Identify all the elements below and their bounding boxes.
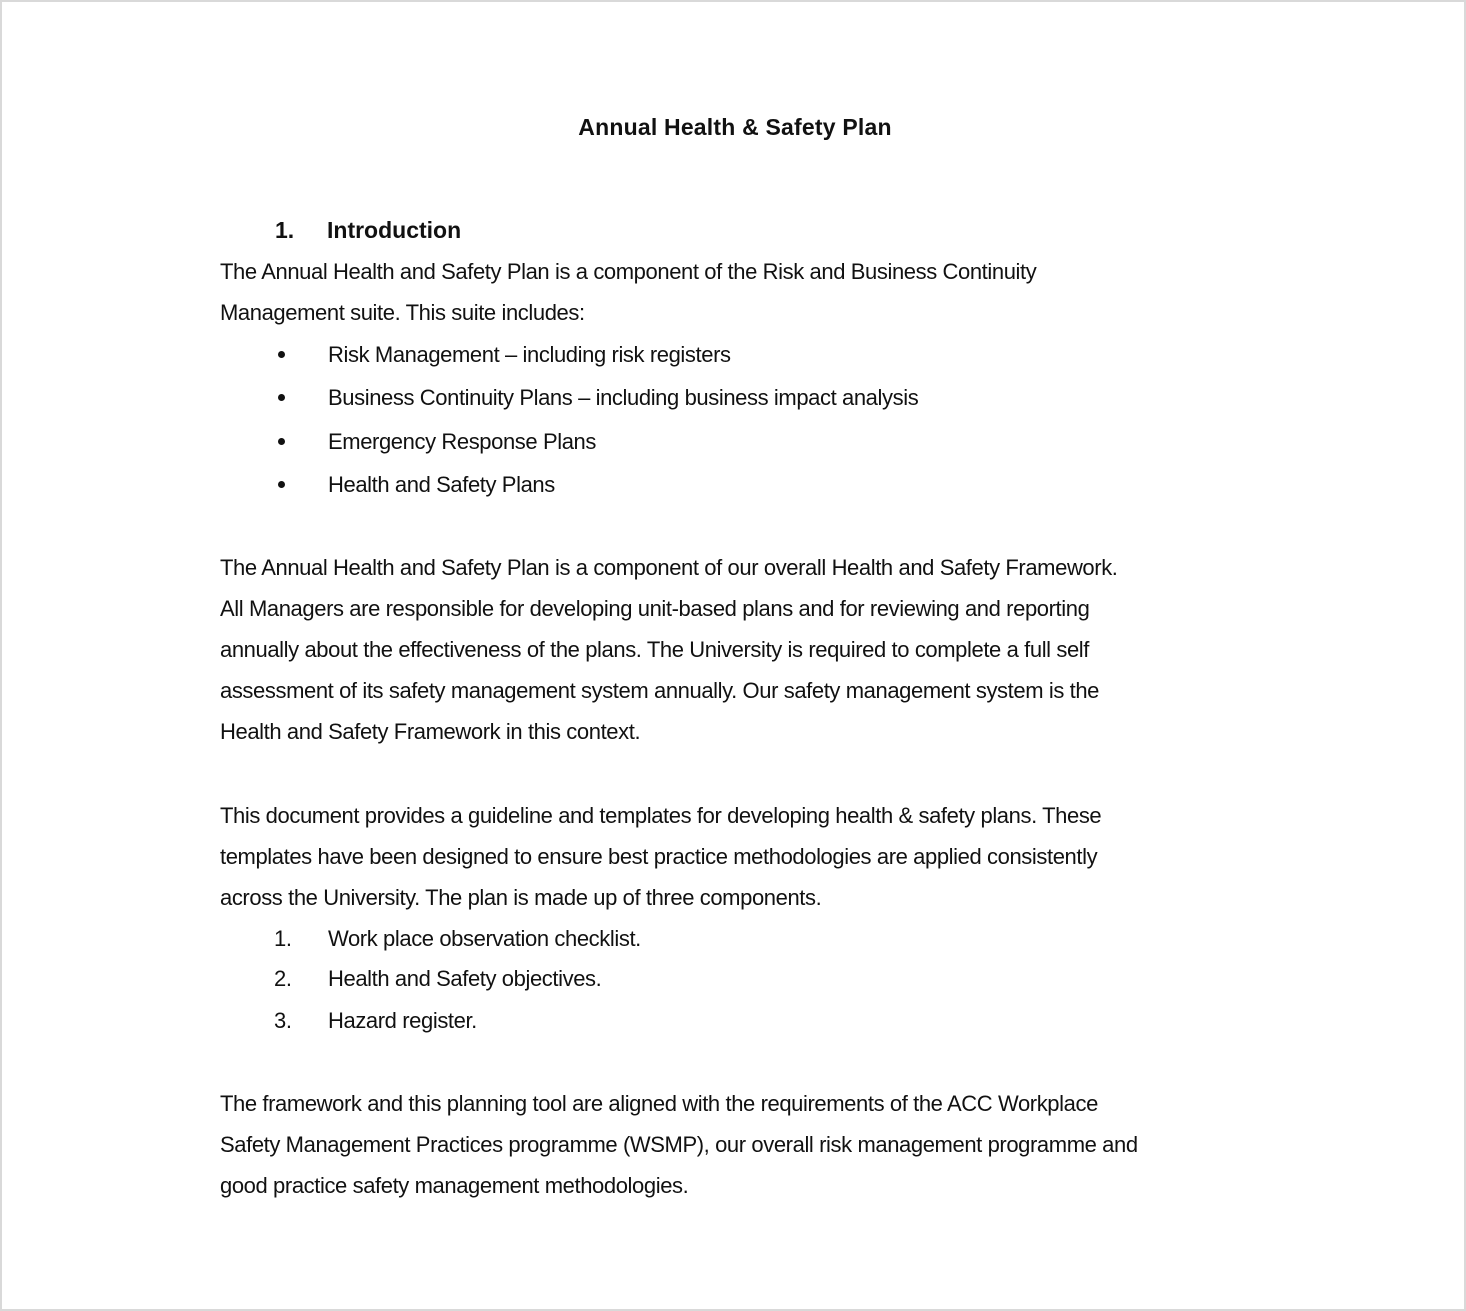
- section-title: Introduction: [327, 217, 462, 243]
- guideline-paragraph: [220, 795, 1280, 918]
- bullet-icon: [278, 438, 285, 445]
- item-number: 2.: [274, 966, 292, 991]
- bullet-item: [274, 472, 555, 498]
- paragraph-line: All Managers are responsible for developing unit-based plans and for reviewing and reporting: [220, 596, 1090, 621]
- bullet-icon: [278, 351, 285, 358]
- bullet-item: [274, 429, 596, 455]
- alignment-paragraph: [220, 1083, 1280, 1206]
- paragraph-line: annually about the effectiveness of the plans. The University is required to complete a full self: [220, 637, 1090, 662]
- bullet-text: Health and Safety Plans: [328, 472, 555, 497]
- paragraph-line: The Annual Health and Safety Plan is a component of our overall Health and Safety Framework.: [220, 555, 1118, 580]
- numbered-item: [274, 926, 641, 952]
- item-text: Health and Safety objectives.: [328, 966, 602, 991]
- paragraph-line: This document provides a guideline and templates for developing health & safety plans. These: [220, 803, 1102, 828]
- item-text: Work place observation checklist.: [328, 926, 641, 951]
- paragraph-line: The Annual Health and Safety Plan is a component of the Risk and Business Continuity: [220, 259, 1037, 284]
- paragraph-line: good practice safety management methodologies.: [220, 1173, 689, 1198]
- paragraph-line: The framework and this planning tool are aligned with the requirements of the ACC Workplace: [220, 1091, 1098, 1116]
- document-title: Annual Health & Safety Plan: [578, 114, 892, 140]
- paragraph-line: Management suite. This suite includes:: [220, 300, 585, 325]
- framework-paragraph: [220, 547, 1280, 752]
- section-number: 1.: [275, 217, 295, 243]
- numbered-item: [274, 966, 601, 992]
- bullet-text: Business Continuity Plans – including business impact analysis: [328, 385, 919, 410]
- paragraph-line: assessment of its safety management system annually. Our safety management system is the: [220, 678, 1100, 703]
- bullet-text: Emergency Response Plans: [328, 429, 596, 454]
- paragraph-line: Safety Management Practices programme (WSMP), our overall risk management programme and: [220, 1132, 1138, 1157]
- bullet-text: Risk Management – including risk registers: [328, 342, 731, 367]
- item-number: 1.: [274, 926, 292, 951]
- item-number: 3.: [274, 1008, 292, 1033]
- paragraph-line: templates have been designed to ensure best practice methodologies are applied consistently: [220, 844, 1098, 869]
- paragraph-line: across the University. The plan is made up of three components.: [220, 885, 822, 910]
- intro-paragraph: [220, 251, 1280, 333]
- bullet-icon: [278, 394, 285, 401]
- section-heading: [275, 217, 461, 244]
- numbered-item: [274, 1008, 477, 1034]
- paragraph-line: Health and Safety Framework in this context.: [220, 719, 641, 744]
- bullet-item: [274, 385, 918, 411]
- item-text: Hazard register.: [328, 1008, 477, 1033]
- bullet-item: [274, 342, 731, 368]
- bullet-icon: [278, 481, 285, 488]
